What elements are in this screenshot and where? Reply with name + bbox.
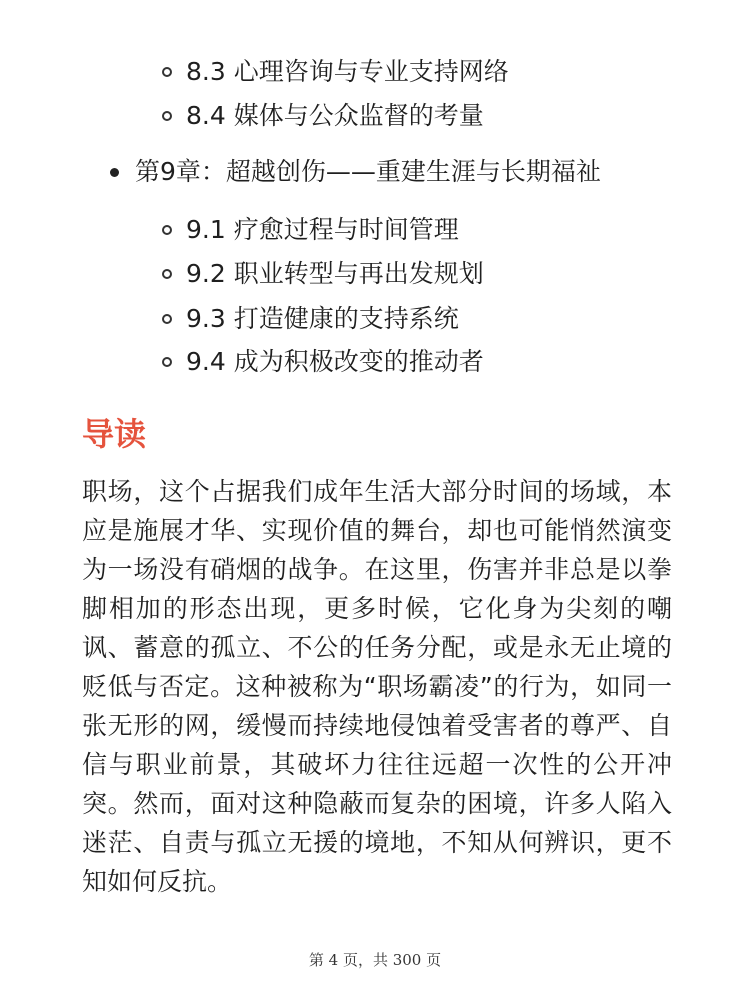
filled-bullet-icon bbox=[110, 168, 119, 177]
toc-item-label: 9.3 打造健康的支持系统 bbox=[186, 304, 459, 333]
toc-item-8-3[interactable] bbox=[162, 52, 509, 92]
toc-item-9-2[interactable] bbox=[162, 254, 484, 294]
intro-paragraph: 职场，这个占据我们成年生活大部分时间的场域，本应是施展才华、实现价值的舞台，却也可能悄然演变为一场没有硝烟的战争。在这里，伤害并非总是以拳脚相加的形态出现，更多时候，它化身为尖刻的嘲讽、蓄意的孤立、不公的任务分配，或是永无止境的贬低与否定。这种被称为“职场霸凌”的行为，如同一张无形的网，缓慢而持续地侵蚀着受害者的尊严、自信与职业前景，其破坏力往往远超一次性的公开冲突。然而，面对这种隐蔽而复杂的困境，许多人陷入迷茫、自责与孤立无援的境地，不知从何辨识，更不知如何反抗。 bbox=[82, 477, 672, 896]
toc-item-8-4[interactable] bbox=[162, 96, 484, 136]
hollow-bullet-icon bbox=[162, 314, 172, 324]
toc-item-9-3[interactable] bbox=[162, 299, 459, 339]
hollow-bullet-icon bbox=[162, 357, 172, 367]
page-number-footer: 第 4 页，共 300 页 bbox=[308, 951, 442, 969]
toc-item-chapter-9[interactable] bbox=[110, 152, 601, 192]
toc-item-label: 9.4 成为积极改变的推动者 bbox=[186, 347, 484, 376]
hollow-bullet-icon bbox=[162, 111, 172, 121]
toc-item-label: 8.3 心理咨询与专业支持网络 bbox=[186, 57, 509, 86]
hollow-bullet-icon bbox=[162, 269, 172, 279]
toc-item-9-1[interactable] bbox=[162, 210, 459, 250]
section-heading: 导读 bbox=[82, 415, 147, 453]
toc-item-label: 8.4 媒体与公众监督的考量 bbox=[186, 101, 484, 130]
toc-item-label: 9.2 职业转型与再出发规划 bbox=[186, 259, 484, 288]
toc-item-9-4[interactable] bbox=[162, 342, 484, 382]
hollow-bullet-icon bbox=[162, 67, 172, 77]
toc-chapter-label: 第9章：超越创伤——重建生涯与长期福祉 bbox=[135, 157, 601, 186]
hollow-bullet-icon bbox=[162, 225, 172, 235]
toc-item-label: 9.1 疗愈过程与时间管理 bbox=[186, 215, 459, 244]
